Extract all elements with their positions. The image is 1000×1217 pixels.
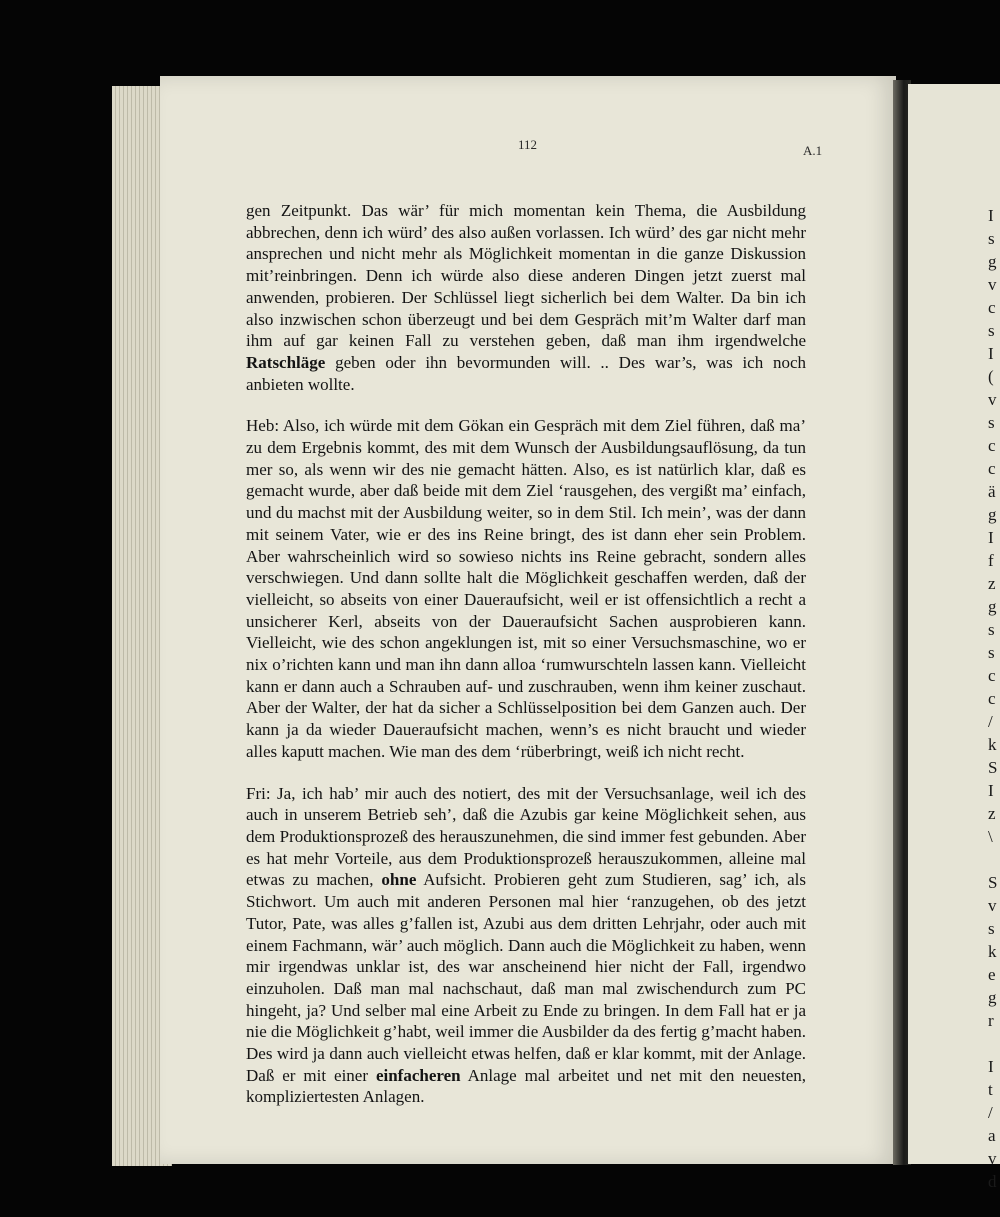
- bold-ohne: ohne: [381, 870, 417, 890]
- next-page-letter: I: [988, 1057, 994, 1076]
- next-page-letter: (: [988, 367, 994, 386]
- next-page-letter: ä: [988, 482, 996, 501]
- chapter-mark: A.1: [803, 143, 823, 158]
- paragraph-2: [246, 415, 806, 762]
- next-page-letter: a: [988, 1126, 996, 1145]
- next-page-letter: v: [988, 390, 997, 409]
- next-page-letter: /: [988, 1103, 993, 1122]
- paragraph-1-text-b: geben oder ihn bevormunden will. .. Des war’s, was ich noch anbieten wollte.: [246, 352, 806, 394]
- next-page-letter: S: [988, 758, 998, 777]
- next-page-letter: c: [988, 436, 996, 455]
- next-page-letter: e: [988, 965, 996, 984]
- next-page-letter: s: [988, 643, 995, 662]
- next-page-letter: g: [988, 597, 997, 616]
- next-page-letter: c: [988, 689, 996, 708]
- next-page-letter: d: [988, 1172, 997, 1191]
- page-number: 112: [518, 137, 538, 152]
- next-page-letter: s: [988, 229, 995, 248]
- next-page-letter: [988, 848, 1000, 871]
- next-page-letter: r: [988, 1011, 994, 1030]
- paragraph-3-text-c: Anlage mal arbeitet und net mit den neuesten, kompliziertesten Anlagen.: [246, 1065, 806, 1107]
- bold-einfacheren: einfacheren: [375, 1065, 461, 1085]
- next-page-letter: s: [988, 620, 995, 639]
- next-page-letter: k: [988, 735, 997, 754]
- paragraph-1: [246, 200, 806, 395]
- next-page-letter: I: [988, 781, 994, 800]
- next-page-letter: g: [988, 505, 997, 524]
- next-page-letter: I: [988, 528, 994, 547]
- next-page-cut-letters: [988, 204, 1000, 1193]
- next-page-letter: t: [988, 1080, 993, 1099]
- next-page-letter: \: [988, 827, 993, 846]
- paragraph-3: [246, 783, 806, 1109]
- paragraph-3-text-a: Fri: Ja, ich hab’ mir auch des notiert, des mit der Versuchsanlage, weil ich des auch in unserem Betrieb seh’, daß die Azubis gar keine Möglichkeit sehen, aus dem Produktionsprozeß des herauszunehmen, die sind immer fest gebunden. Aber es hat mehr Vorteile, aus dem Produktionsprozeß herauszukommen, alleine mal etwas zu machen,: [246, 783, 806, 890]
- next-page-letter: c: [988, 459, 996, 478]
- next-page-letter: s: [988, 919, 995, 938]
- next-page-letter: f: [988, 551, 994, 570]
- body-text: [246, 200, 806, 1128]
- next-page-letter: z: [988, 804, 996, 823]
- next-page-letter: g: [988, 252, 997, 271]
- next-page-letter: I: [988, 206, 994, 225]
- next-page-letter: s: [988, 413, 995, 432]
- bold-ratschlaege: Ratschläge: [246, 352, 326, 372]
- next-page-letter: s: [988, 321, 995, 340]
- paragraph-2-text: Heb: Also, ich würde mit dem Gökan ein Gespräch mit dem Ziel führen, daß ma’ zu dem Ergebnis kommt, des mit dem Wunsch der Ausbildungsauflösung, da tun mer so, als wenn wir des nie gemacht hätten. Also, es ist natürlich klar, daß es gemacht wurde, aber daß beide mit dem Ziel ‘rausgehen, des vergißt ma’ einfach, und du machst mit der Ausbildung weiter, so in dem Stil. Ich mein’, was der dann mit seinem Vater, wie er des ins Reine bringt, des ist dann eher sein Problem. Aber wahrscheinlich wird so sowieso nichts ins Reine gebracht, sondern alles verschwiegen. Und dann sollte halt die Möglichkeit geschaffen werden, daß der vielleicht, so abseits von einer Daueraufsicht, weil er ist offensichtlich a recht a unsicherer Kerl, abseits von der Daueraufsicht Sachen ausprobieren kann. Vielleicht, wie des schon angeklungen ist, mit so einer Versuchsmaschine, wo er nix o’richten kann und man ihn dann alloa ‘rumwurschteln lassen kann. Vielleicht kann er dann auch a Schrauben auf- und zuschrauben, wenn ihm keiner zuschaut. Aber der Walter, der hat da sicher a Schlüsselposition bei dem Ganzen auch. Der kann ja da wieder Daueraufsicht machen, wenn’s es nicht braucht und wieder alles kaputt machen. Wie man des dem ‘rüberbringt, weiß ich nicht recht.: [246, 416, 806, 761]
- next-page-letter: I: [988, 344, 994, 363]
- next-page-letter: c: [988, 666, 996, 685]
- next-page-letter: [988, 1032, 1000, 1055]
- next-page-letter: v: [988, 896, 997, 915]
- next-page-letter: k: [988, 942, 997, 961]
- next-page-letter: v: [988, 1149, 997, 1168]
- next-page-letter: g: [988, 988, 997, 1007]
- paragraph-3-text-b: Aufsicht. Probieren geht zum Studieren, sag’ ich, als Stichwort. Um auch mit anderen Personen mal hier ‘ranzugehen, ob des jetzt Tutor, Pate, was alles g’fallen ist, Azubi aus dem dritten Lehrjahr, oder auch mit einem Fachmann, wär’ auch möglich. Dann auch die Möglichkeit zu haben, wenn mir irgendwas unklar ist, des war anscheinend hier nicht der Fall, irgendwo einzuholen. Daß man mal nachschaut, daß man mal zwischendurch zum PC hingeht, ja? Und selber mal eine Arbeit zu Ende zu bringen. In dem Fall hat er ja nie die Möglichkeit g’habt, weil immer die Ausbilder da des fertig g’macht haben. Des wird ja dann auch vielleicht etwas helfen, daß er klar kommt, mit der Anlage. Daß er mit einer: [246, 870, 806, 1085]
- next-page-letter: v: [988, 275, 997, 294]
- next-page-letter: c: [988, 298, 996, 317]
- paragraph-1-text-a: gen Zeitpunkt. Das wär’ für mich momentan kein Thema, die Ausbildung abbrechen, denn ich würd’ des also außen vorlassen. Ich würd’ des gar nicht mehr ansprechen und nicht mehr als Möglichkeit momentan in die ganze Diskussion mit’reinbringen. Denn ich würde also diese anderen Dingen jetzt zuerst mal anwenden, probieren. Der Schlüssel liegt sicherlich bei dem Walter. Da bin ich also inzwischen schon überzeugt und bei dem Gespräch mit’m Walter darf man ihm auf gar keinen Fall zu verstehen geben, daß man ihm irgendwelche: [246, 201, 806, 351]
- next-page-letter: /: [988, 712, 993, 731]
- next-page-letter: S: [988, 873, 998, 892]
- book-page-right: [908, 84, 1000, 1164]
- next-page-letter: z: [988, 574, 996, 593]
